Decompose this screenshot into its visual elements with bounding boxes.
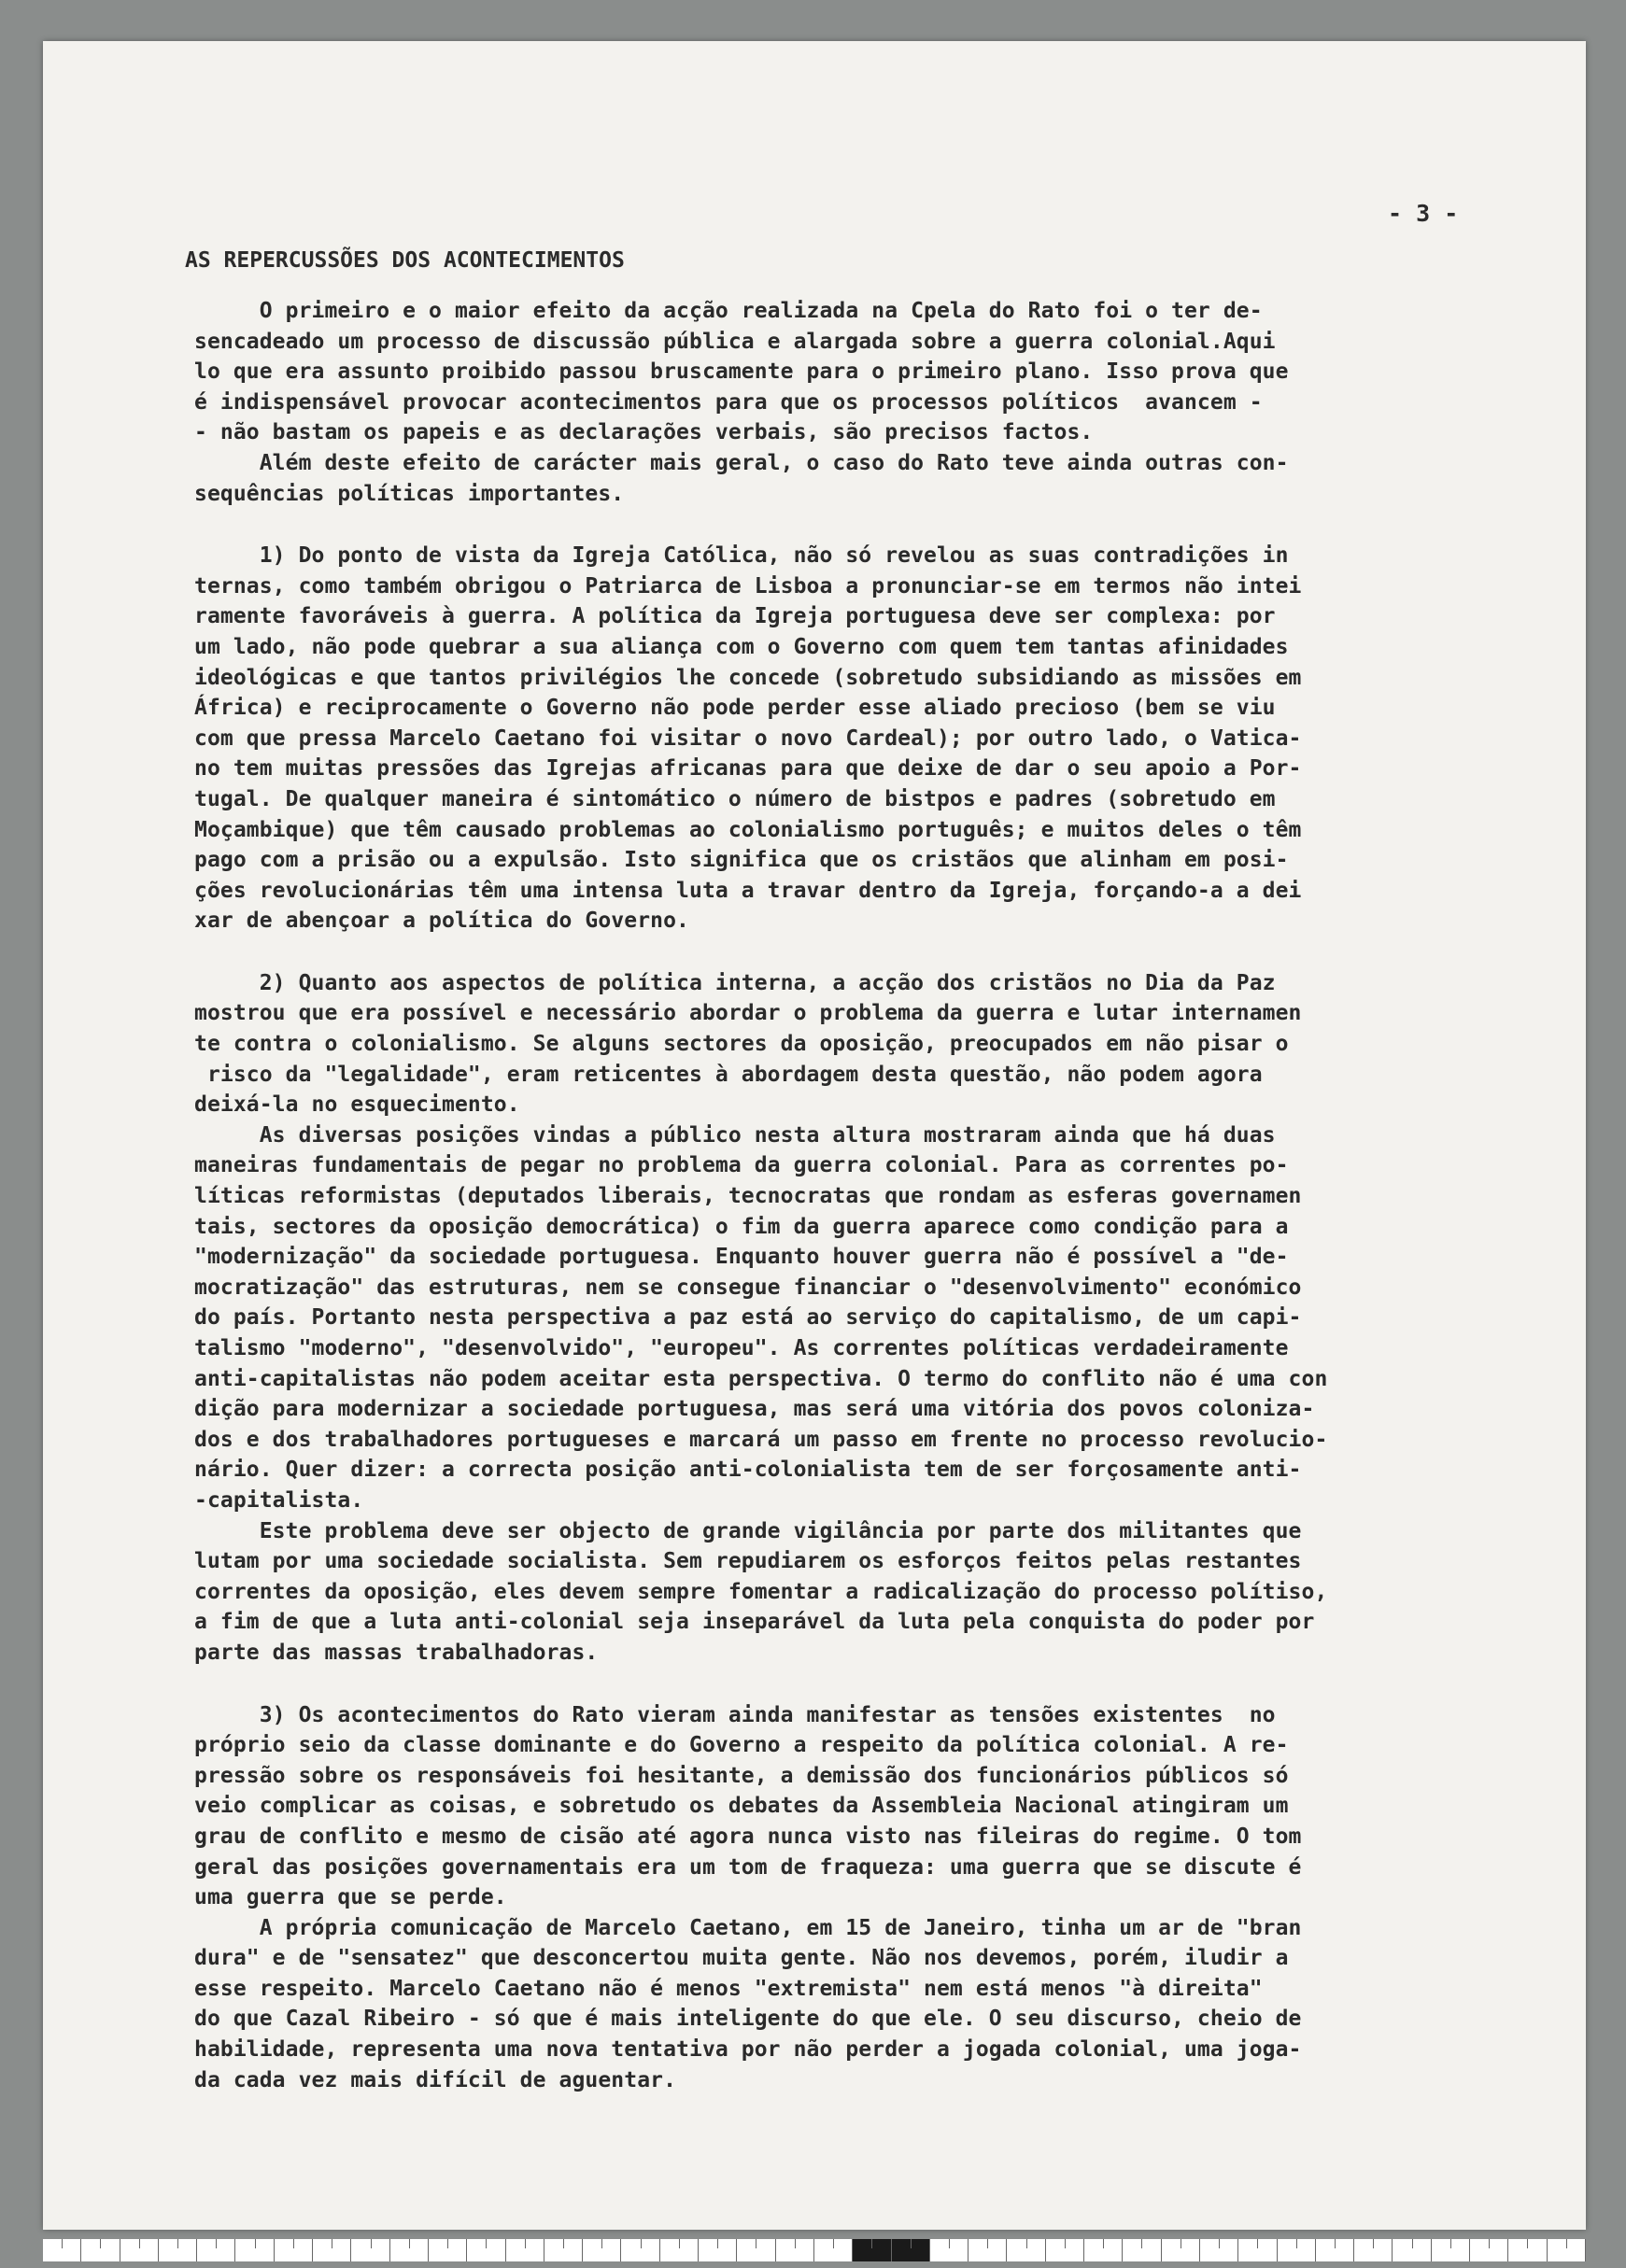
ruler-segment	[1354, 2239, 1393, 2261]
ruler-segment	[1316, 2239, 1354, 2261]
text-line: esse respeito. Marcelo Caetano não é menos "extremista" nem está menos "à direita"	[194, 1976, 1263, 2001]
text-line: tais, sectores da oposição democrática) o fim da guerra aparece como condição para a	[194, 1214, 1289, 1239]
text-line: xar de abençoar a política do Governo.	[194, 909, 689, 934]
ruler-segment	[1200, 2239, 1238, 2261]
text-line: sequências políticas importantes.	[194, 481, 625, 506]
text-line: -capitalista.	[194, 1487, 364, 1513]
ruler-segment	[351, 2239, 389, 2261]
ruler-segment	[1548, 2239, 1586, 2261]
ruler-segment	[1007, 2239, 1045, 2261]
text-line: parte das massas trabalhadoras.	[194, 1640, 599, 1665]
text-line: mocratização" das estruturas, nem se consegue financiar o "desenvolvimento" económico	[194, 1275, 1302, 1300]
paragraph-gap	[194, 509, 1530, 541]
section-heading: AS REPERCUSSÕES DOS ACONTECIMENTOS	[185, 248, 625, 273]
text-line: grau de conflito e mesmo de cisão até agora nunca visto nas fileiras do regime. O tom	[194, 1824, 1302, 1849]
ruler-segment	[1238, 2239, 1277, 2261]
ruler-segment	[544, 2239, 583, 2261]
ruler-segment	[43, 2239, 81, 2261]
paragraph-gap	[194, 937, 1530, 968]
text-line: dição para modernizar a sociedade portuguesa, mas será uma vitória dos povos coloniza-	[194, 1397, 1315, 1422]
text-line: maneiras fundamentais de pegar no problema da guerra colonial. Para as correntes po-	[194, 1153, 1289, 1178]
text-line: pressão sobre os responsáveis foi hesitante, a demissão dos funcionários públicos só	[194, 1763, 1289, 1788]
text-line: Além deste efeito de carácter mais geral, o caso do Rato teve ainda outras con-	[194, 450, 1289, 475]
text-line: 1) Do ponto de vista da Igreja Católica, não só revelou as suas contradições in	[194, 543, 1289, 569]
text-line: lutam por uma sociedade socialista. Sem repudiarem os esforços feitos pelas restantes	[194, 1549, 1302, 1574]
ruler-segment	[313, 2239, 351, 2261]
ruler-segment	[1046, 2239, 1084, 2261]
text-line: geral das posições governamentais era um tom de fraqueza: uma guerra que se discute é	[194, 1854, 1302, 1880]
ruler-segment	[390, 2239, 429, 2261]
text-line: 3) Os acontecimentos do Rato vieram ainda manifestar as tensões existentes no	[194, 1702, 1276, 1727]
text-line: tugal. De qualquer maneira é sintomático o número de bistpos e padres (sobretudo em	[194, 786, 1276, 811]
text-line: risco da "legalidade", eram reticentes à abordagem desta questão, não podem agora	[194, 1062, 1263, 1087]
text-line: Este problema deve ser objecto de grande vigilância por parte dos militantes que	[194, 1518, 1302, 1543]
text-line: do país. Portanto nesta perspectiva a paz está ao serviço do capitalismo, de um capi-	[194, 1305, 1302, 1331]
ruler-segment	[621, 2239, 659, 2261]
ruler-segment	[737, 2239, 775, 2261]
ruler-segment	[197, 2239, 235, 2261]
paragraph-gap	[194, 1669, 1530, 1700]
ruler-segment	[930, 2239, 969, 2261]
text-line: com que pressa Marcelo Caetano foi visitar o novo Cardeal); por outro lado, o Vatica-	[194, 725, 1302, 751]
ruler-segment	[1162, 2239, 1200, 2261]
text-line: a fim de que a luta anti-colonial seja inseparável da luta pela conquista do poder por	[194, 1610, 1315, 1635]
ruler-segment	[699, 2239, 737, 2261]
text-line: correntes da oposição, eles devem sempre fomentar a radicalização do processo polítiso,	[194, 1579, 1328, 1604]
ruler-segment	[506, 2239, 544, 2261]
ruler-segment	[1084, 2239, 1123, 2261]
paragraph	[194, 968, 1530, 1669]
text-line: lo que era assunto proibido passou bruscamente para o primeiro plano. Isso prova que	[194, 359, 1289, 385]
page-number: - 3 -	[1388, 200, 1459, 227]
text-line: África) e reciprocamente o Governo não pode perder esse aliado precioso (bem se viu	[194, 696, 1276, 721]
text-line: ideológicas e que tantos privilégios lhe concede (sobretudo subsidiando as missões em	[194, 665, 1302, 690]
text-line: dura" e de "sensatez" que desconcertou muita gente. Não nos devemos, porém, iludir a	[194, 1946, 1289, 1971]
text-line: nário. Quer dizer: a correcta posição anti-colonialista tem de ser forçosamente anti-	[194, 1458, 1302, 1483]
text-line: é indispensável provocar acontecimentos para que os processos políticos avancem -	[194, 389, 1263, 415]
text-line: ternas, como também obrigou o Patriarca de Lisboa a pronunciar-se em termos não intei	[194, 573, 1302, 599]
ruler-segment	[660, 2239, 699, 2261]
ruler-segment	[1278, 2239, 1316, 2261]
ruler-segment	[235, 2239, 274, 2261]
ruler-segment	[1432, 2239, 1470, 2261]
text-line: te contra o colonialismo. Se alguns sectores da oposição, preocupados em não pisar o	[194, 1032, 1289, 1057]
text-line: dos e dos trabalhadores portugueses e marcará um passo em frente no processo revolucio-	[194, 1427, 1328, 1452]
text-line: ramente favoráveis à guerra. A política da Igreja portuguesa deve ser complexa: por	[194, 604, 1276, 629]
text-line: talismo "moderno", "desenvolvido", "europeu". As correntes políticas verdadeiramente	[194, 1336, 1289, 1360]
text-line: sencadeado um processo de discussão pública e alargada sobre a guerra colonial.Aqui	[194, 329, 1276, 354]
text-line: ções revolucionárias têm uma intensa luta a travar dentro da Igreja, forçando-a a dei	[194, 878, 1302, 903]
ruler-segment	[1393, 2239, 1431, 2261]
ruler-segment	[1123, 2239, 1161, 2261]
ruler-segment	[853, 2239, 891, 2261]
text-line: anti-capitalistas não podem aceitar esta perspectiva. O termo do conflito não é uma con	[194, 1366, 1328, 1391]
text-line: próprio seio da classe dominante e do Governo a respeito da política colonial. A re-	[194, 1733, 1289, 1758]
paragraph	[194, 1700, 1530, 2096]
text-line: no tem muitas pressões das Igrejas africanas para que deixe de dar o seu apoio a Por-	[194, 756, 1302, 782]
ruler-segment	[583, 2239, 621, 2261]
text-line: habilidade, representa uma nova tentativa por não perder a jogada colonial, uma joga-	[194, 2037, 1302, 2063]
text-line: - não bastam os papeis e as declarações verbais, são precisos factos.	[194, 420, 1094, 445]
text-line: pago com a prisão ou a expulsão. Isto significa que os cristãos que alinham em posi-	[194, 848, 1289, 873]
text-line: veio complicar as coisas, e sobretudo os debates da Assembleia Nacional atingiram um	[194, 1794, 1289, 1819]
ruler-segment	[1470, 2239, 1508, 2261]
ruler-segment	[159, 2239, 197, 2261]
ruler-segment	[776, 2239, 814, 2261]
body-text	[194, 296, 1530, 2095]
ruler-segment	[814, 2239, 853, 2261]
text-line: do que Cazal Ribeiro - só que é mais inteligente do que ele. O seu discurso, cheio de	[194, 2007, 1302, 2032]
ruler-segment	[467, 2239, 505, 2261]
text-line: uma guerra que se perde.	[194, 1885, 507, 1910]
text-line: mostrou que era possível e necessário abordar o problema da guerra e lutar internamen	[194, 1001, 1302, 1026]
text-line: As diversas posições vindas a público nesta altura mostraram ainda que há duas	[194, 1122, 1276, 1148]
document-page	[43, 41, 1586, 2230]
paragraph	[194, 541, 1530, 937]
ruler-segment	[120, 2239, 159, 2261]
text-line: O primeiro e o maior efeito da acção realizada na Cpela do Rato foi o ter de-	[194, 299, 1263, 323]
ruler-segment	[1508, 2239, 1547, 2261]
text-line: da cada vez mais difícil de aguentar.	[194, 2067, 677, 2092]
ruler-segment	[429, 2239, 467, 2261]
text-line: 2) Quanto aos aspectos de política interna, a acção dos cristãos no Dia da Paz	[194, 970, 1276, 995]
text-line: Moçambique) que têm causado problemas ao colonialismo português; e muitos deles o têm	[194, 817, 1302, 842]
text-line: líticas reformistas (deputados liberais, tecnocratas que rondam as esferas governamen	[194, 1184, 1302, 1209]
paragraph	[194, 296, 1530, 509]
text-line: deixá-la no esquecimento.	[194, 1092, 520, 1118]
text-line: A própria comunicação de Marcelo Caetano, em 15 de Janeiro, tinha um ar de "bran	[194, 1915, 1302, 1940]
text-line: um lado, não pode quebrar a sua aliança com o Governo com quem tem tantas afinidades	[194, 634, 1289, 659]
text-line: "modernização" da sociedade portuguesa. Enquanto houver guerra não é possível a "de-	[194, 1245, 1289, 1270]
ruler-segment	[81, 2239, 120, 2261]
ruler-segment	[892, 2239, 930, 2261]
ruler-segment	[969, 2239, 1007, 2261]
ruler-segment	[275, 2239, 313, 2261]
scale-ruler	[43, 2239, 1586, 2261]
